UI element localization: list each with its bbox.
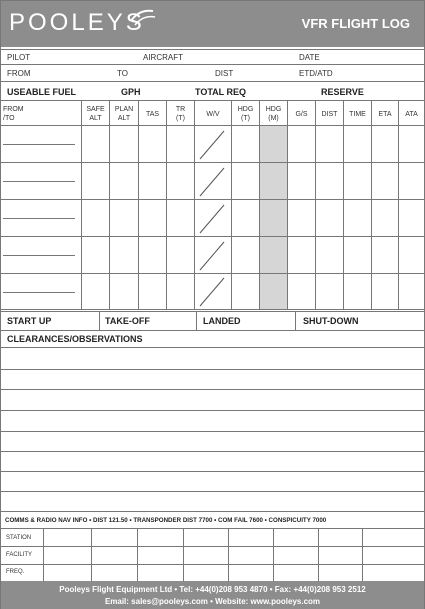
col-label-from: FROM /TO: [3, 106, 24, 122]
station-label: STATION: [6, 535, 32, 541]
col-gs: [288, 110, 315, 119]
header-bar: [1, 1, 424, 47]
col-wv: [195, 110, 231, 119]
footer-contact-line: Pooleys Flight Equipment Ltd • Tel: +44(0)208 953 4870 • Fax: +44(0)208 953 2512: [59, 585, 366, 594]
col-label-wv: W/V: [206, 111, 220, 118]
landed-label: LANDED: [203, 316, 241, 326]
col-label-dist: DIST: [321, 111, 338, 118]
gph-label: GPH: [121, 87, 141, 97]
col-label-ata: ATA: [405, 111, 418, 118]
col-label-time: TIME: [349, 111, 366, 118]
dist-label: DIST: [215, 69, 234, 78]
clearances-label: CLEARANCES/OBSERVATIONS: [7, 334, 143, 344]
col-label-eta: ETA: [378, 111, 392, 118]
from-label: FROM: [7, 69, 31, 78]
wv-diagonals: [194, 125, 231, 309]
footer-bar: [1, 581, 424, 609]
aircraft-label: AIRCRAFT: [143, 53, 183, 62]
footer-web-line: Email: sales@pooleys.com • Website: www.pooleys.com: [104, 597, 321, 606]
brand-logo: POOLEYS: [9, 9, 145, 36]
col-label-hdg-t: HDG (T): [237, 106, 254, 122]
col-hdg-t: [232, 105, 259, 123]
comms-banner: COMMS & RADIO NAV INFO • DIST 121.50 • TRANSPONDER DIST 7700 • COM FAIL 7600 • CONSPICUITY 7000: [5, 517, 327, 524]
col-hdg-m: [260, 105, 287, 123]
col-label-tas: TAS: [145, 111, 160, 118]
facility-label: FACILITY: [6, 552, 33, 558]
col-dist: [316, 110, 343, 119]
shut-down-label: SHUT-DOWN: [303, 316, 359, 326]
to-label: TO: [117, 69, 128, 78]
freq-label: FREQ.: [6, 569, 25, 575]
col-tas: [139, 110, 166, 119]
hdg-m-shade: [259, 125, 287, 309]
col-label-hdg-m: HDG (M): [265, 106, 282, 122]
col-safe-alt: [82, 105, 109, 123]
col-ata: [399, 110, 424, 119]
total-req-label: TOTAL REQ: [195, 87, 247, 97]
col-plan-alt: [110, 105, 138, 123]
form-title: VFR FLIGHT LOG: [301, 16, 410, 31]
col-tr: [167, 105, 194, 123]
useable-fuel-label: USEABLE FUEL: [7, 87, 77, 97]
start-up-label: START UP: [7, 316, 52, 326]
swoosh-icon: [129, 7, 157, 27]
col-label-safe-alt: SAFE ALT: [86, 106, 105, 122]
reserve-label: RESERVE: [321, 87, 364, 97]
col-time: [344, 110, 371, 119]
pilot-label: PILOT: [7, 53, 31, 62]
col-eta: [372, 110, 398, 119]
col-label-tr: TR (T): [175, 106, 186, 122]
col-label-gs: G/S: [295, 111, 308, 118]
col-from-to: [3, 105, 43, 123]
etd-atd-label: ETD/ATD: [299, 69, 333, 78]
date-label: DATE: [299, 53, 320, 62]
col-label-plan-alt: PLAN ALT: [114, 106, 134, 122]
take-off-label: TAKE-OFF: [105, 316, 150, 326]
